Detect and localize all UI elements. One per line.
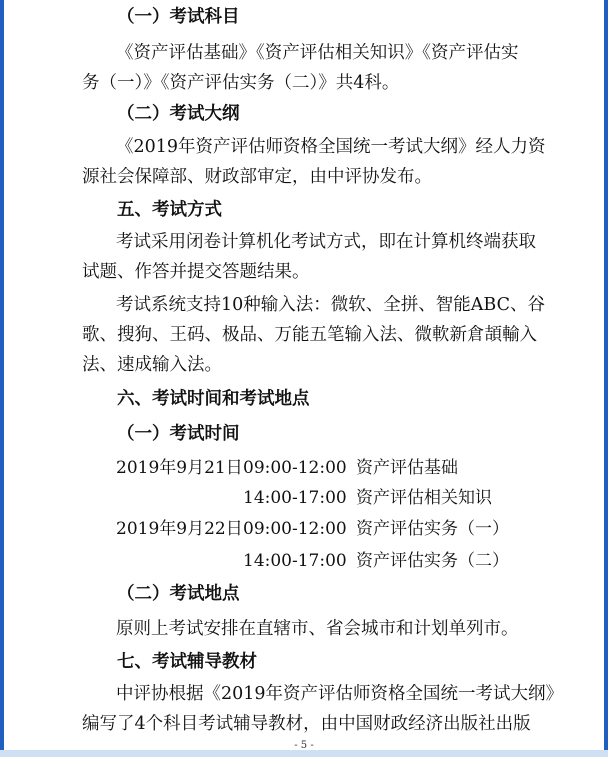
subheading-exam-time: （一）考试时间 — [117, 424, 240, 444]
schedule-subject: 资产评估相关知识 — [356, 488, 492, 508]
schedule-date: 2019年9月21日 — [116, 458, 243, 478]
schedule-subject: 资产评估实务（二） — [356, 551, 509, 571]
paragraph-line: 《资产评估基础》《资产评估相关知识》《资产评估实 — [116, 43, 519, 63]
paragraph-line: 原则上考试安排在直辖市、省会城市和计划单列市。 — [116, 619, 519, 639]
paragraph-line: 歌、搜狗、王码、极品、万能五笔输入法、微軟新倉頡輸入 — [82, 325, 537, 345]
schedule-time: 14:00-17:00 — [243, 551, 347, 571]
subheading-exam-location: （二）考试地点 — [117, 584, 240, 604]
paragraph-line: 考试采用闭卷计算机化考试方式，即在计算机终端获取 — [116, 232, 536, 252]
heading-exam-materials: 七、考试辅导教材 — [117, 652, 257, 672]
paragraph-line: 中评协根据《2019年资产评估师资格全国统一考试大纲》 — [116, 684, 564, 704]
paragraph-line: 源社会保障部、财政部审定，由中评协发布。 — [82, 167, 432, 187]
subheading-exam-subjects: （一）考试科目 — [117, 7, 240, 27]
schedule-subject: 资产评估实务（一） — [356, 519, 509, 539]
paragraph-line: 编写了4个科目考试辅导教材，由中国财政经济出版社出版 — [82, 714, 531, 734]
schedule-date: 2019年9月22日 — [116, 519, 243, 539]
window-frame-bottom — [0, 750, 608, 757]
paragraph-line: 务（一）》《资产评估实务（二）》共4科。 — [82, 73, 400, 93]
schedule-time: 09:00-12:00 — [243, 458, 347, 478]
paragraph-line: 试题、作答并提交答题结果。 — [82, 262, 310, 282]
paragraph-line: 考试系统支持10种输入法：微软、全拼、智能ABC、谷 — [116, 295, 545, 315]
heading-exam-time-location: 六、考试时间和考试地点 — [117, 389, 310, 409]
schedule-time: 14:00-17:00 — [243, 488, 347, 508]
subheading-exam-syllabus: （二）考试大纲 — [117, 104, 240, 124]
page-number: - 5 - — [294, 740, 314, 751]
schedule-time: 09:00-12:00 — [243, 519, 347, 539]
heading-exam-method: 五、考试方式 — [117, 200, 222, 220]
paragraph-line: 《2019年资产评估师资格全国统一考试大纲》经人力资 — [116, 137, 546, 157]
window-frame-left — [0, 0, 4, 757]
paragraph-line: 法、速成输入法。 — [82, 355, 222, 375]
schedule-subject: 资产评估基础 — [356, 458, 458, 478]
